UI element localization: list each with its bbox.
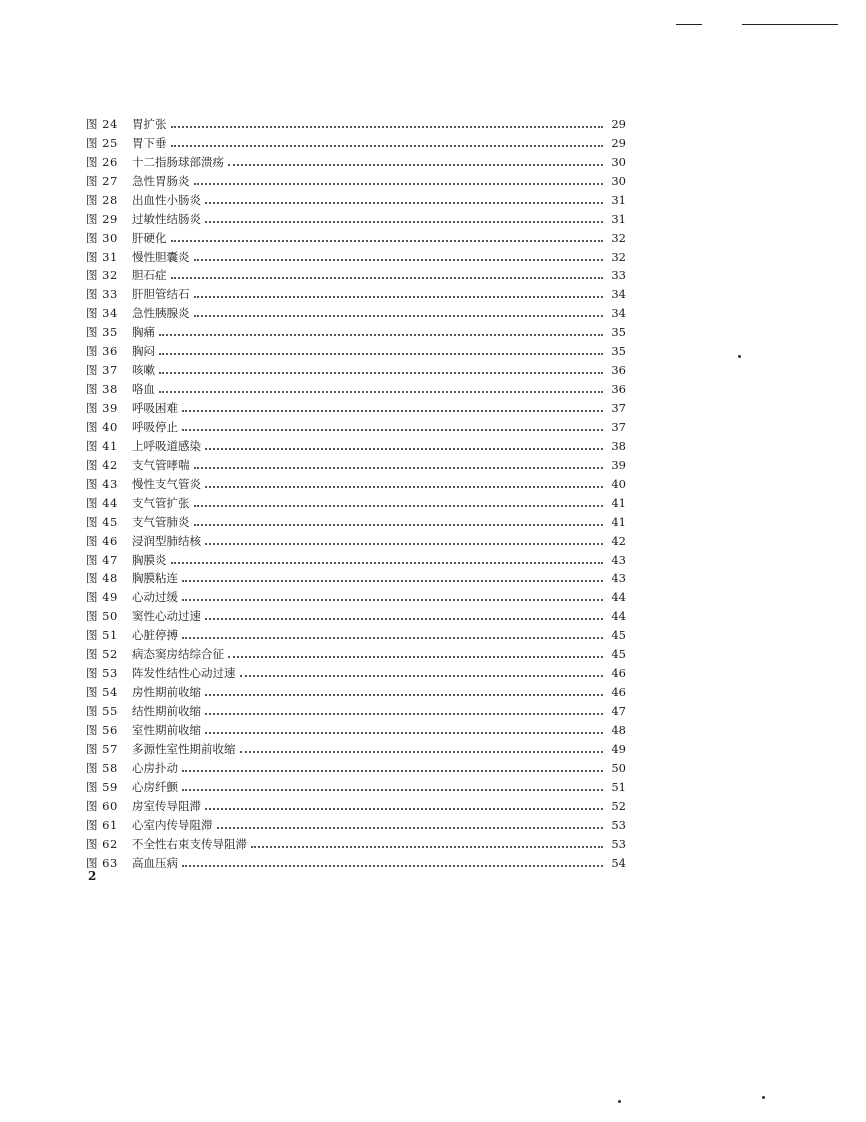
- figure-title: 急性胃肠炎: [132, 173, 190, 188]
- dot-leader: [205, 202, 603, 204]
- toc-entry: [86, 339, 626, 358]
- entry-page-number: 48: [611, 722, 626, 737]
- figure-title: 胸膜炎: [132, 552, 167, 567]
- figure-number: 图 58: [86, 760, 118, 775]
- toc-entry: [86, 377, 626, 396]
- figure-number: 图 55: [86, 704, 118, 718]
- figure-title: 胸痛: [132, 325, 155, 340]
- figure-number: 图 52: [86, 647, 118, 662]
- figure-number: 图 47: [86, 552, 118, 567]
- dot-leader: [228, 164, 603, 166]
- entry-page-number: 39: [611, 457, 626, 472]
- dot-leader: [182, 599, 603, 601]
- toc-entry: [86, 642, 626, 661]
- dot-leader: [194, 467, 604, 469]
- figure-number: 图 32: [86, 268, 118, 283]
- figure-title: 病态窦房结综合征: [132, 647, 224, 662]
- dot-leader: [182, 580, 603, 582]
- entry-page-number: 38: [611, 438, 626, 453]
- figure-number: 图 31: [86, 249, 118, 264]
- scan-speck: [618, 1100, 621, 1103]
- toc-entry: [86, 301, 626, 320]
- figure-number: 图 59: [86, 779, 118, 794]
- figure-title: 慢性支气管炎: [132, 476, 201, 491]
- figure-title: 支气管扩张: [132, 495, 190, 510]
- figure-number: 图 24: [86, 116, 118, 131]
- page-number: 2: [88, 869, 97, 883]
- entry-page-number: 32: [611, 230, 626, 245]
- dot-leader: [205, 694, 603, 696]
- toc-entry: [86, 453, 626, 472]
- entry-page-number: 47: [611, 704, 626, 718]
- figure-number: 图 35: [86, 325, 118, 340]
- dot-leader: [217, 827, 604, 829]
- dot-leader: [171, 145, 604, 147]
- figure-title: 浸润型肺结核: [132, 533, 201, 548]
- entry-page-number: 41: [611, 514, 626, 529]
- figure-title: 房性期前收缩: [132, 685, 201, 700]
- figure-number: 图 51: [86, 628, 118, 643]
- toc-entry: [86, 548, 626, 567]
- table-of-contents: [86, 112, 626, 870]
- entry-page-number: 29: [611, 135, 626, 150]
- toc-entry: [86, 661, 626, 680]
- entry-page-number: 46: [611, 685, 626, 700]
- toc-entry: [86, 510, 626, 529]
- figure-title: 呼吸停止: [132, 419, 178, 434]
- dot-leader: [182, 637, 603, 639]
- figure-number: 图 26: [86, 154, 118, 169]
- entry-page-number: 44: [611, 590, 626, 605]
- entry-page-number: 30: [611, 154, 626, 169]
- dot-leader: [171, 126, 604, 128]
- figure-number: 图 36: [86, 344, 118, 359]
- figure-number: 图 42: [86, 457, 118, 472]
- toc-entry: [86, 150, 626, 169]
- figure-number: 图 49: [86, 590, 118, 605]
- entry-page-number: 43: [611, 571, 626, 586]
- scan-line-short: [676, 24, 702, 25]
- figure-number: 图 34: [86, 306, 118, 321]
- figure-title: 不全性右束支传导阻滞: [132, 836, 247, 851]
- figure-title: 胆石症: [132, 268, 167, 283]
- figure-title: 胸膜粘连: [132, 571, 178, 586]
- figure-title: 肝胆管结石: [132, 287, 190, 302]
- figure-title: 出血性小肠炎: [132, 192, 201, 207]
- figure-title: 慢性胆囊炎: [132, 249, 190, 264]
- entry-page-number: 41: [611, 495, 626, 510]
- figure-title: 结性期前收缩: [132, 704, 201, 718]
- figure-title: 咯血: [132, 382, 155, 397]
- toc-entry: [86, 699, 626, 718]
- scan-speck: [738, 355, 741, 358]
- dot-leader: [182, 789, 603, 791]
- dot-leader: [194, 296, 604, 298]
- toc-entry: [86, 567, 626, 586]
- entry-page-number: 40: [611, 476, 626, 491]
- figure-number: 图 40: [86, 419, 118, 434]
- dot-leader: [205, 713, 603, 715]
- dot-leader: [182, 865, 603, 867]
- entry-page-number: 51: [611, 779, 626, 794]
- dot-leader: [205, 221, 603, 223]
- dot-leader: [159, 353, 603, 355]
- dot-leader: [240, 675, 604, 677]
- dot-leader: [194, 315, 604, 317]
- dot-leader: [194, 183, 604, 185]
- figure-title: 高血压病: [132, 855, 178, 870]
- dot-leader: [182, 770, 603, 772]
- dot-leader: [251, 846, 603, 848]
- toc-entry: [86, 718, 626, 737]
- entry-page-number: 35: [611, 325, 626, 340]
- toc-entry: [86, 169, 626, 188]
- toc-entry: [86, 245, 626, 264]
- dot-leader: [205, 618, 603, 620]
- toc-entry: [86, 529, 626, 548]
- dot-leader: [194, 524, 604, 526]
- figure-title: 过敏性结肠炎: [132, 211, 201, 226]
- entry-page-number: 32: [611, 249, 626, 264]
- entry-page-number: 44: [611, 609, 626, 624]
- toc-entry: [86, 491, 626, 510]
- toc-entry: [86, 415, 626, 434]
- toc-entry: [86, 358, 626, 377]
- entry-page-number: 34: [611, 287, 626, 302]
- toc-entry: [86, 188, 626, 207]
- figure-number: 图 60: [86, 798, 118, 813]
- toc-entry: [86, 851, 626, 870]
- figure-number: 图 37: [86, 363, 118, 378]
- entry-page-number: 53: [611, 817, 626, 832]
- toc-entry: [86, 226, 626, 245]
- entry-page-number: 50: [611, 760, 626, 775]
- figure-number: 图 50: [86, 609, 118, 624]
- figure-number: 图 43: [86, 476, 118, 491]
- dot-leader: [171, 562, 604, 564]
- figure-number: 图 46: [86, 533, 118, 548]
- dot-leader: [194, 505, 604, 507]
- entry-page-number: 43: [611, 552, 626, 567]
- figure-number: 图 33: [86, 287, 118, 302]
- entry-page-number: 36: [611, 382, 626, 397]
- toc-entry: [86, 680, 626, 699]
- toc-entry: [86, 320, 626, 339]
- entry-page-number: 53: [611, 836, 626, 851]
- figure-number: 图 62: [86, 836, 118, 851]
- toc-entry: [86, 112, 626, 131]
- entry-page-number: 34: [611, 306, 626, 321]
- dot-leader: [159, 334, 603, 336]
- figure-title: 心房纤颤: [132, 779, 178, 794]
- figure-title: 上呼吸道感染: [132, 438, 201, 453]
- dot-leader: [159, 372, 603, 374]
- dot-leader: [171, 240, 604, 242]
- toc-entry: [86, 623, 626, 642]
- entry-page-number: 37: [611, 401, 626, 415]
- entry-page-number: 29: [611, 116, 626, 131]
- toc-entry: [86, 832, 626, 851]
- figure-title: 胸闷: [132, 344, 155, 359]
- toc-entry: [86, 282, 626, 301]
- figure-title: 心脏停搏: [132, 628, 178, 643]
- entry-page-number: 45: [611, 647, 626, 662]
- figure-title: 十二指肠球部溃疡: [132, 154, 224, 169]
- entry-page-number: 37: [611, 419, 626, 434]
- dot-leader: [228, 656, 603, 658]
- entry-page-number: 31: [611, 211, 626, 226]
- entry-page-number: 42: [611, 533, 626, 548]
- figure-title: 急性胰腺炎: [132, 306, 190, 321]
- entry-page-number: 36: [611, 363, 626, 378]
- toc-entry: [86, 585, 626, 604]
- dot-leader: [205, 543, 603, 545]
- figure-number: 图 56: [86, 722, 118, 737]
- figure-title: 呼吸困难: [132, 401, 178, 415]
- entry-page-number: 31: [611, 192, 626, 207]
- entry-page-number: 46: [611, 666, 626, 681]
- figure-number: 图 57: [86, 741, 118, 756]
- dot-leader: [182, 410, 603, 412]
- toc-entry: [86, 207, 626, 226]
- toc-entry: [86, 434, 626, 453]
- toc-entry: [86, 131, 626, 150]
- entry-page-number: 30: [611, 173, 626, 188]
- figure-title: 支气管肺炎: [132, 514, 190, 529]
- figure-title: 心房扑动: [132, 760, 178, 775]
- dot-leader: [171, 277, 604, 279]
- figure-number: 图 61: [86, 817, 118, 832]
- toc-entry: [86, 604, 626, 623]
- dot-leader: [205, 486, 603, 488]
- toc-entry: [86, 756, 626, 775]
- figure-number: 图 41: [86, 438, 118, 453]
- toc-entry: [86, 737, 626, 756]
- figure-title: 心动过缓: [132, 590, 178, 605]
- figure-title: 多源性室性期前收缩: [132, 741, 236, 756]
- figure-title: 房室传导阻滞: [132, 798, 201, 813]
- figure-number: 图 53: [86, 666, 118, 681]
- entry-page-number: 45: [611, 628, 626, 643]
- figure-number: 图 38: [86, 382, 118, 397]
- dot-leader: [205, 448, 603, 450]
- entry-page-number: 54: [611, 855, 626, 870]
- figure-title: 咳嗽: [132, 363, 155, 378]
- entry-page-number: 35: [611, 344, 626, 359]
- toc-entry: [86, 396, 626, 415]
- figure-title: 室性期前收缩: [132, 722, 201, 737]
- entry-page-number: 49: [611, 741, 626, 756]
- dot-leader: [205, 732, 603, 734]
- figure-title: 胃下垂: [132, 135, 167, 150]
- entry-page-number: 33: [611, 268, 626, 283]
- figure-number: 图 27: [86, 173, 118, 188]
- figure-title: 阵发性结性心动过速: [132, 666, 236, 681]
- entry-page-number: 52: [611, 798, 626, 813]
- figure-number: 图 63: [86, 855, 118, 870]
- scan-line-long: [742, 24, 838, 25]
- figure-number: 图 54: [86, 685, 118, 700]
- figure-number: 图 28: [86, 192, 118, 207]
- figure-number: 图 30: [86, 230, 118, 245]
- dot-leader: [159, 391, 603, 393]
- toc-entry: [86, 264, 626, 283]
- dot-leader: [240, 751, 604, 753]
- figure-number: 图 48: [86, 571, 118, 586]
- figure-title: 心室内传导阻滞: [132, 817, 213, 832]
- dot-leader: [182, 429, 603, 431]
- toc-entry: [86, 813, 626, 832]
- figure-number: 图 45: [86, 514, 118, 529]
- figure-number: 图 39: [86, 401, 118, 415]
- figure-title: 胃扩张: [132, 116, 167, 131]
- dot-leader: [194, 259, 604, 261]
- toc-entry: [86, 794, 626, 813]
- figure-title: 窦性心动过速: [132, 609, 201, 624]
- figure-number: 图 25: [86, 135, 118, 150]
- dot-leader: [205, 808, 603, 810]
- figure-number: 图 44: [86, 495, 118, 510]
- figure-title: 肝硬化: [132, 230, 167, 245]
- scan-speck: [762, 1096, 765, 1099]
- figure-title: 支气管哮喘: [132, 457, 190, 472]
- toc-entry: [86, 775, 626, 794]
- figure-number: 图 29: [86, 211, 118, 226]
- toc-entry: [86, 472, 626, 491]
